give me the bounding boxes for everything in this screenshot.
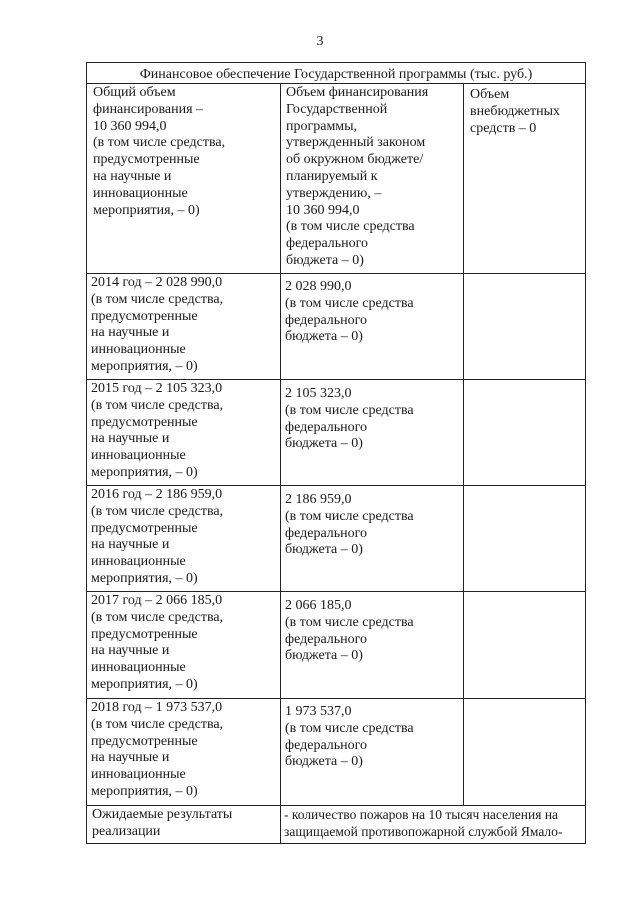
- table-row-divider: [86, 273, 586, 274]
- header-extrabudgetary: Объем внебюджетных средств – 0: [470, 87, 561, 136]
- row-2015-budget: 2 105 323,0 (в том числе средства федерального бюджета – 0): [285, 386, 414, 452]
- table-border-top: [86, 62, 586, 63]
- table-col-divider-2: [463, 83, 464, 805]
- table-border-bottom: [86, 843, 586, 844]
- table-row-divider: [86, 379, 586, 380]
- row-2018-total: 2018 год – 1 973 537,0 (в том числе средства, предусмотренные на научные и инновационные мероприятия, – 0): [91, 700, 224, 799]
- table-row-divider: [86, 591, 586, 592]
- header-budget-financing: Объем финансирования Государственной программы, утвержденный законом об окружном бюджете/ планируемый к утверждению, – 10 360 994,0 (в том числе средства федерального бюджета – 0): [286, 85, 429, 268]
- table-row-divider: [86, 698, 586, 699]
- table-col-divider-1: [280, 83, 281, 844]
- table-border-right: [585, 62, 586, 844]
- row-2016-total: 2016 год – 2 186 959,0 (в том числе средства, предусмотренные на научные и инновационные мероприятия, – 0): [91, 487, 224, 586]
- table-row-divider: [86, 805, 586, 806]
- row-2018-budget: 1 973 537,0 (в том числе средства федерального бюджета – 0): [285, 704, 414, 770]
- row-2015-total: 2015 год – 2 105 323,0 (в том числе средства, предусмотренные на научные и инновационные мероприятия, – 0): [91, 381, 224, 480]
- table-title: Финансовое обеспечение Государственной программы (тыс. руб.): [139, 67, 533, 82]
- table-border-left: [86, 62, 87, 844]
- header-total-financing: Общий объем финансирования – 10 360 994,0 (в том числе средства, предусмотренные на научные и инновационные мероприятия, – 0): [93, 85, 226, 218]
- expected-results-label: Ожидаемые результаты реализации: [92, 807, 233, 839]
- table-row-divider: [86, 485, 586, 486]
- row-2014-total: 2014 год – 2 028 990,0 (в том числе средства, предусмотренные на научные и инновационные мероприятия, – 0): [91, 275, 224, 374]
- page-number: 3: [316, 34, 324, 49]
- expected-results-text: - количество пожаров на 10 тысяч населения на защищаемой противопожарной службой Ямало-: [284, 807, 563, 839]
- row-2017-total: 2017 год – 2 066 185,0 (в том числе средства, предусмотренные на научные и инновационные мероприятия, – 0): [91, 593, 224, 692]
- table-title-divider: [86, 83, 586, 84]
- row-2014-budget: 2 028 990,0 (в том числе средства федерального бюджета – 0): [285, 279, 414, 345]
- row-2016-budget: 2 186 959,0 (в том числе средства федерального бюджета – 0): [285, 492, 414, 558]
- row-2017-budget: 2 066 185,0 (в том числе средства федерального бюджета – 0): [285, 598, 414, 664]
- financing-table: [86, 62, 586, 844]
